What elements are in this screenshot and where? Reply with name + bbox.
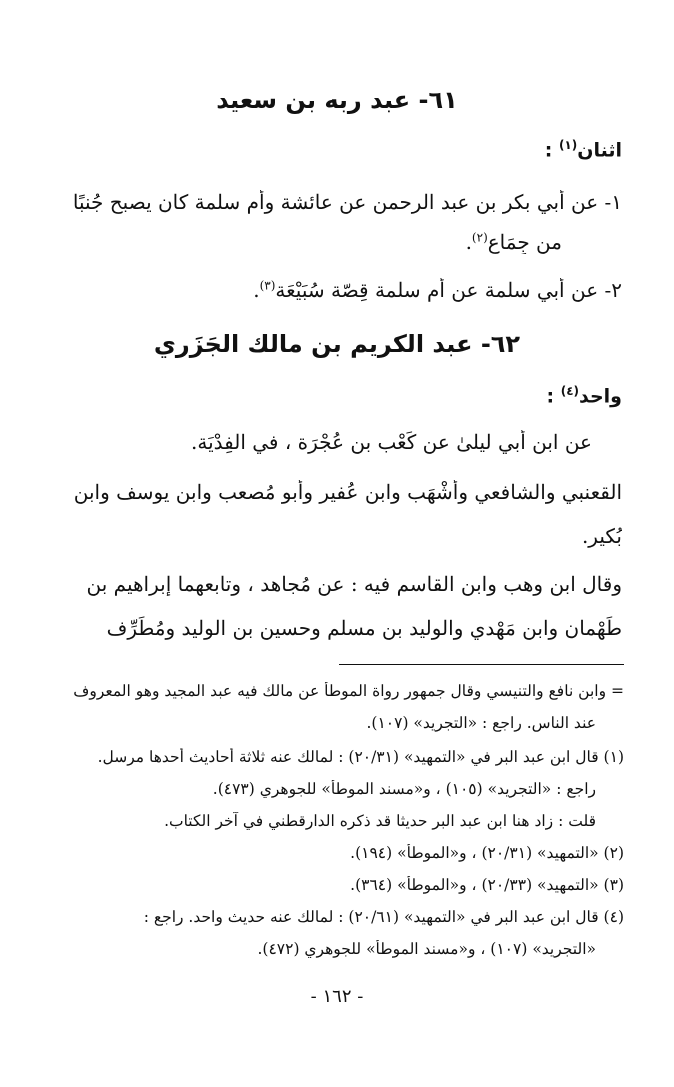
footnote-ref-4: (٤) <box>560 384 579 398</box>
section-intro-61 <box>52 138 622 161</box>
section-heading-61: ٦١- عبد ربه بن سعيد <box>216 86 458 114</box>
hadith-1-line-1: ١- عن أبي بكر بن عبد الرحمن عن عائشة وأم سلمة كان يصبح جُنبًا <box>72 190 622 214</box>
footnote-continuation-line-2: عند الناس. راجع : «التجريد» (١٠٧). <box>366 714 596 732</box>
footnote-continuation-line-1: = وابن نافع والتنيسي وقال جمهور رواة الموطأ عن مالك فيه عبد المجيد وهو المعروف <box>73 682 624 700</box>
body-line-1: عن ابن أبي ليلىٰ عن كَعْب بن عُجْرَة ، في الفِدْيَة. <box>190 430 592 454</box>
hadith-2-text: ٢- عن أبي سلمة عن أم سلمة قِصّة سُبَيْعَة <box>275 278 622 302</box>
page-number: - ١٦٢ - <box>310 986 364 1007</box>
section-heading-62: ٦٢- عبد الكريم بن مالك الجَزَري <box>153 330 521 358</box>
hadith-1-text: من جِمَاع <box>487 230 562 254</box>
footnote-divider <box>339 664 624 665</box>
intro-word: واحد <box>579 385 622 408</box>
footnote-ref-3: (٣) <box>259 278 276 293</box>
footnote-1-line-2: راجع : «التجريد» (١٠٥) ، و«مسند الموطأ» للجوهري (٤٧٣). <box>212 780 596 798</box>
intro-colon: : <box>544 139 559 162</box>
footnote-4-line-1: (٤) قال ابن عبد البر في «التمهيد» (٢٠/٦١) : لمالك عنه حديث واحد. راجع : <box>143 908 624 926</box>
intro-word: اثنان <box>577 139 622 162</box>
hadith-1-line-2: من جِمَاع$^{(٢)}$. <box>465 230 562 254</box>
footnote-4-line-2: «التجريد» (١٠٧) ، و«مسند الموطأ» للجوهري (٤٧٢). <box>257 940 596 958</box>
footnote-ref-1: (١) <box>558 138 578 152</box>
body-line-3: بُكير. <box>581 524 622 548</box>
hadith-2-line: ٢- عن أبي سلمة عن أم سلمة قِصّة سُبَيْعَة$^{(٣)}$. <box>253 278 622 302</box>
body-line-2: القعنبي والشافعي وأَشْهَب وابن عُفير وأبو مُصعب وابن يوسف وابن <box>73 480 622 504</box>
footnote-1-line-1: (١) قال ابن عبد البر في «التمهيد» (٢٠/٣١) : لمالك عنه ثلاثة أحاديث أحدها مرسل. <box>97 748 624 766</box>
body-line-5: طَهْمان وابن مَهْدي والوليد بن مسلم وحسين بن الوليد ومُطَرِّف <box>106 616 622 640</box>
footnote-3: (٣) «التمهيد» (٢٠/٣٣) ، و«الموطأ» (٣٦٤). <box>350 876 624 894</box>
intro-colon: : <box>546 385 561 408</box>
footnote-1-line-3: قلت : زاد هنا ابن عبد البر حديثا قد ذكره الدارقطني في آخر الكتاب. <box>164 812 596 830</box>
footnote-2: (٢) «التمهيد» (٢٠/٣١) ، و«الموطأ» (١٩٤). <box>350 844 624 862</box>
section-intro-62 <box>52 384 622 407</box>
body-line-4: وقال ابن وهب وابن القاسم فيه : عن مُجاهد ، وتابعهما إبراهيم بن <box>86 572 622 596</box>
footnote-ref-2: (٢) <box>471 230 488 245</box>
